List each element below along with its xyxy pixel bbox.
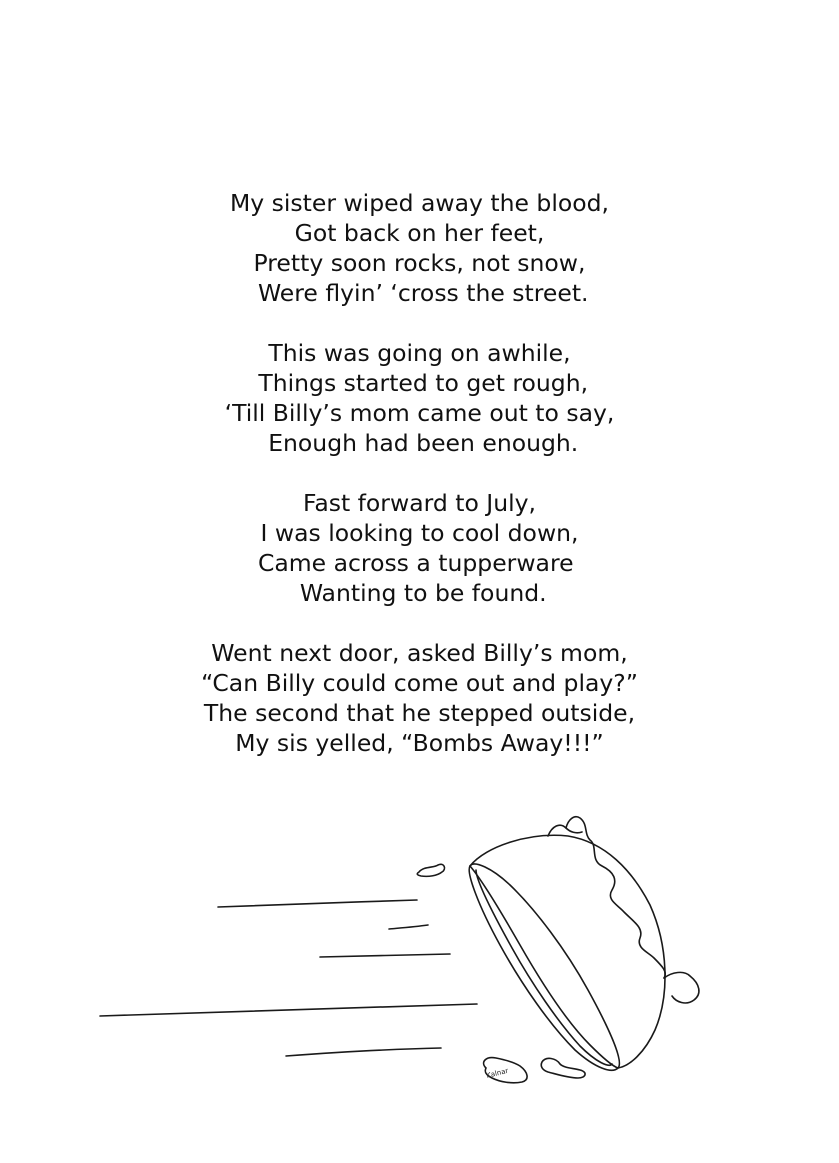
poem-line: Wanting to be found. — [292, 579, 547, 607]
speed-line — [218, 900, 417, 907]
poem-line: My sister wiped away the blood, — [229, 189, 609, 217]
poem-line: Came across a tupperware — [257, 549, 582, 577]
splash-drop — [417, 864, 444, 876]
poem-line: This was going on awhile, — [268, 339, 571, 367]
poem-line: Pretty soon rocks, not snow, — [253, 249, 586, 277]
poem-line: My sis yelled, “Bombs Away!!!” — [235, 729, 604, 757]
speed-line — [286, 1048, 441, 1056]
poem-line: Fast forward to July, — [302, 489, 537, 517]
splash-drop — [664, 972, 699, 1003]
poem-line: Enough had been enough. — [260, 429, 579, 457]
bowl-icon — [469, 835, 665, 1070]
poem-line: Things started to get rough, — [250, 369, 589, 397]
poem-line: Were flyin’ ‘cross the street. — [250, 279, 589, 307]
splash-drop — [566, 828, 582, 833]
artist-signature: Kalnar — [485, 1066, 510, 1080]
poem-line: I was looking to cool down, — [260, 519, 579, 547]
poem-line: “Can Billy could come out and play?” — [201, 669, 638, 697]
poem-line: Got back on her feet, — [294, 219, 545, 247]
poem-line: ‘Till Billy’s mom came out to say, — [224, 399, 615, 427]
speed-lines — [100, 900, 477, 1056]
speed-line — [320, 954, 450, 957]
splash-puddle — [541, 1058, 585, 1078]
speed-line — [100, 1004, 477, 1016]
speed-line — [389, 925, 428, 929]
poem-line: The second that he stepped outside, — [203, 699, 636, 727]
poem-line: Went next door, asked Billy’s mom, — [211, 639, 628, 667]
